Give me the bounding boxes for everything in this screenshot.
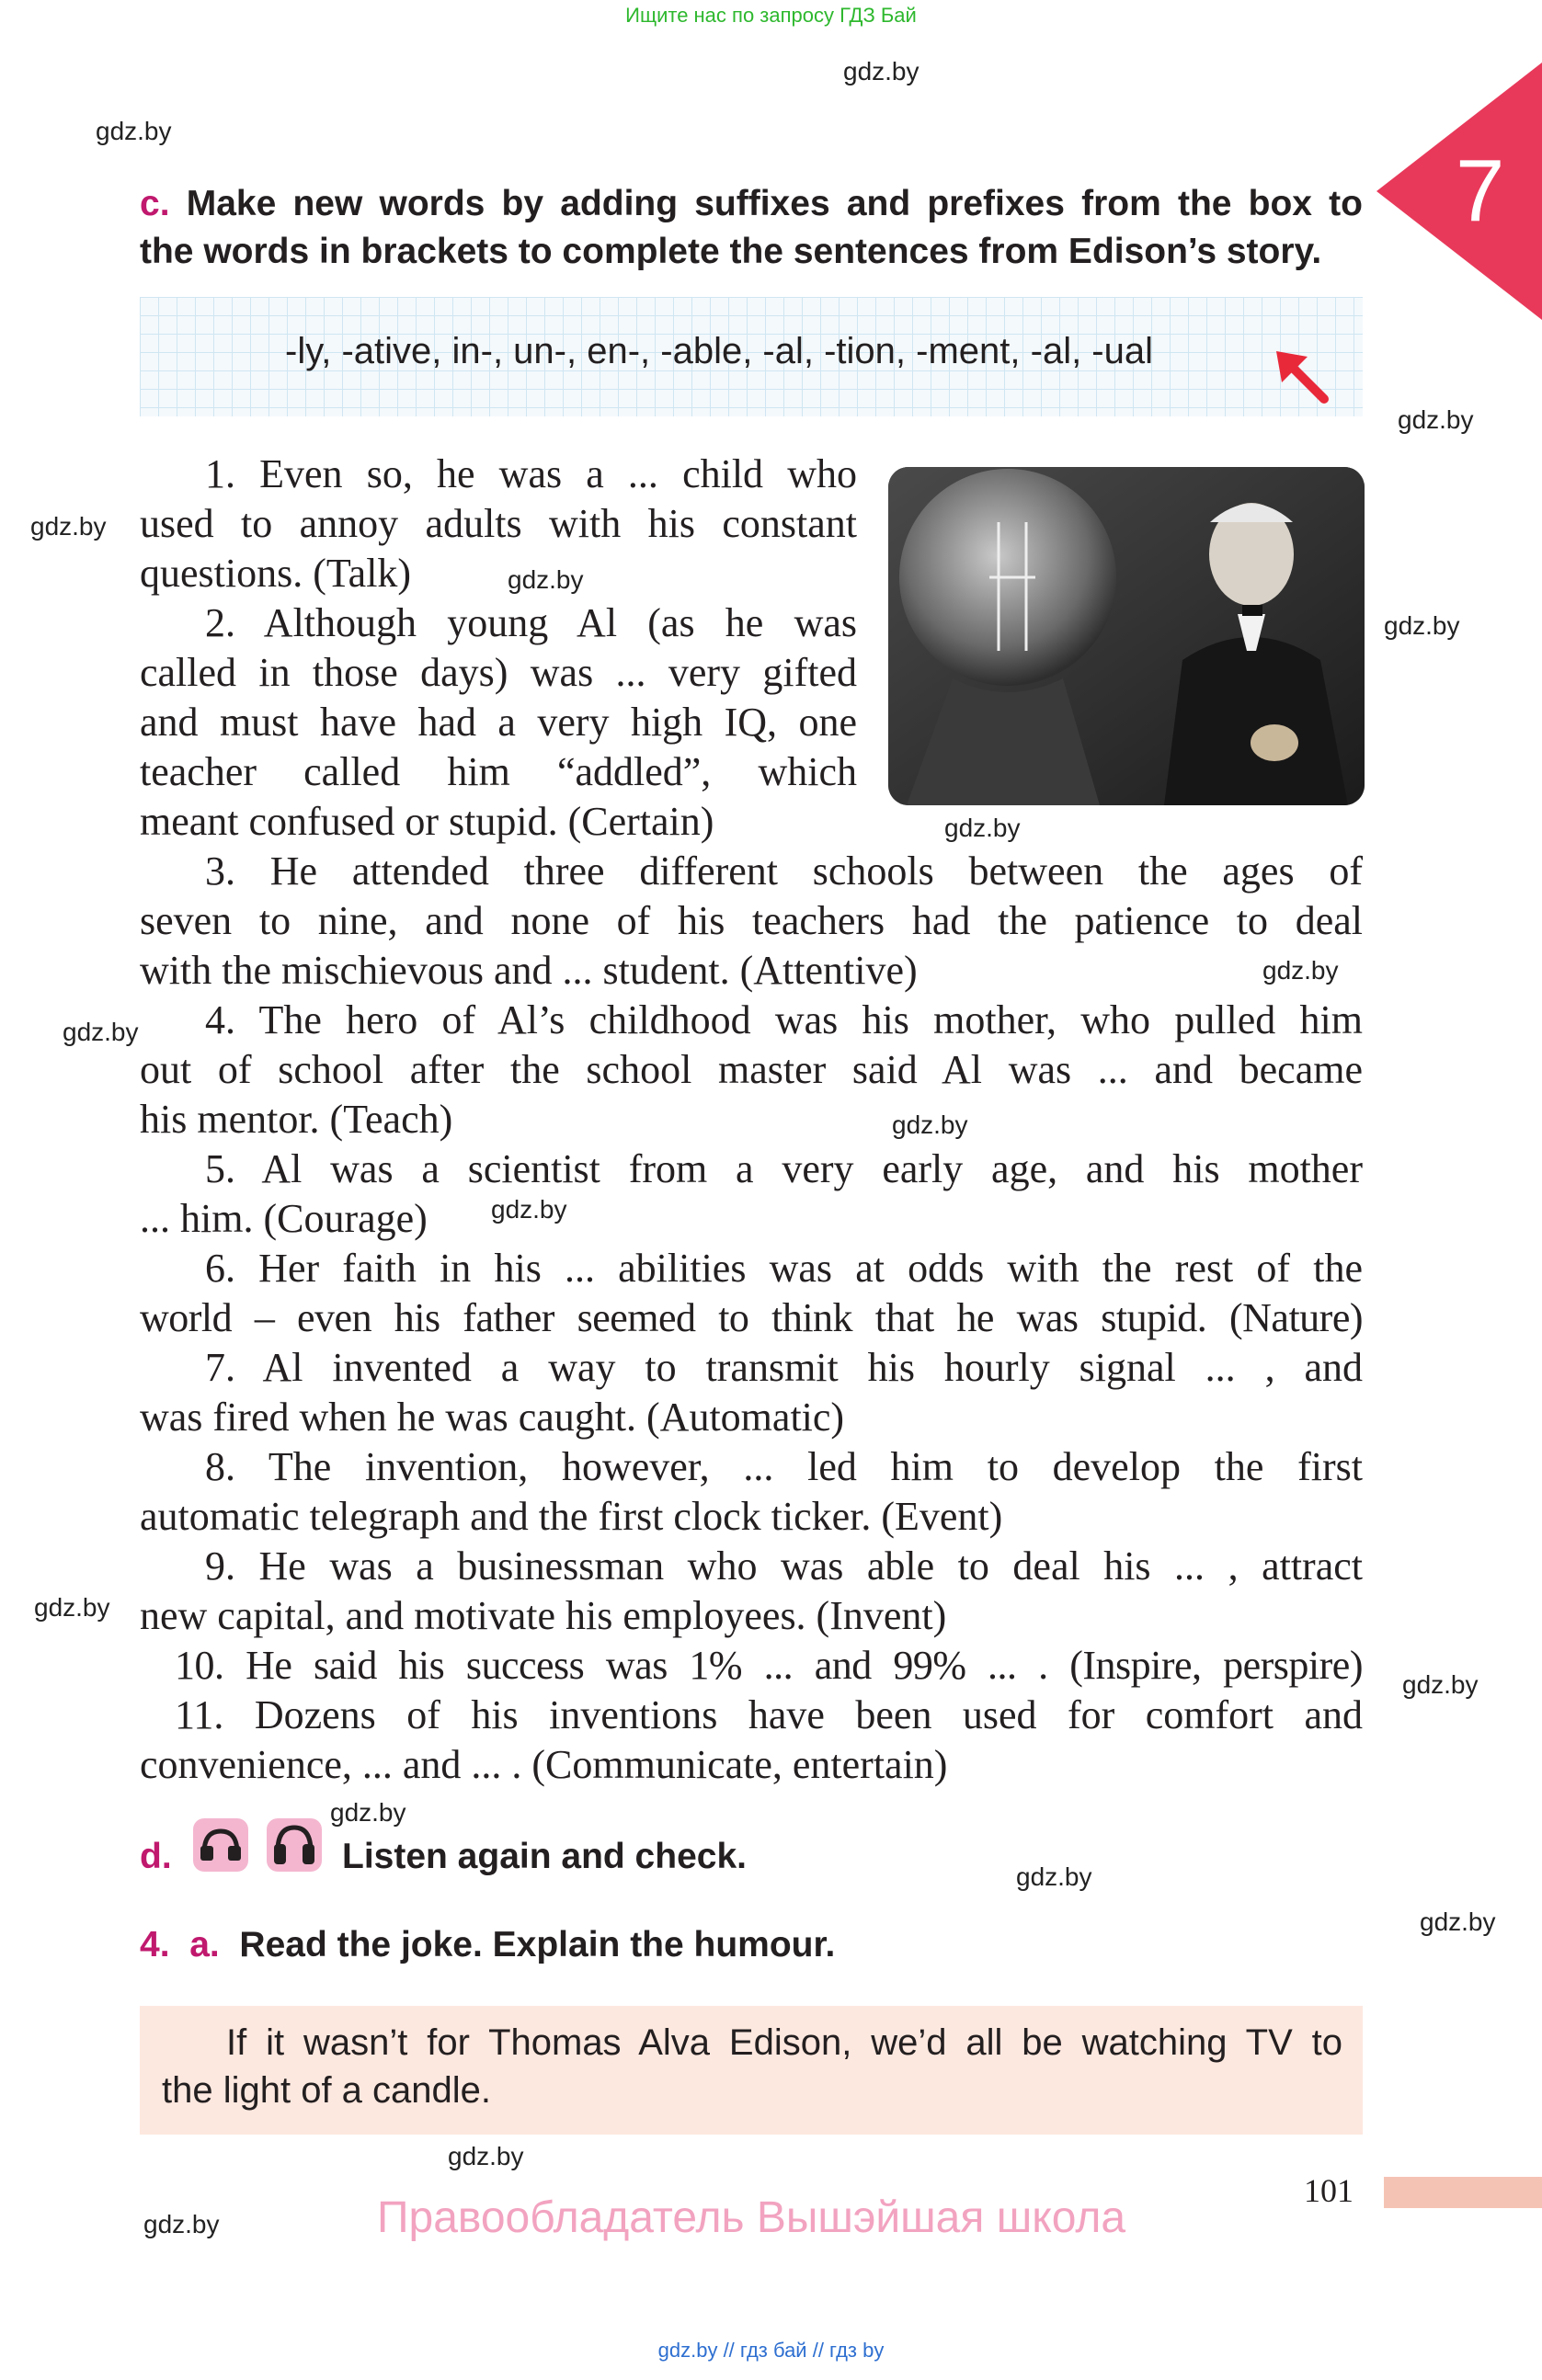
task-c-line1	[140, 180, 1363, 228]
sentence-line: 3. He attended three different schools between the ages of	[205, 848, 1363, 894]
watermark: gdz.by	[1262, 956, 1339, 985]
sentence-line: world – even his father seemed to think that he was stupid. (Nature)	[140, 1295, 1363, 1340]
sentence-line: convenience, ... and ... . (Communicate, entertain)	[140, 1742, 948, 1787]
watermark: gdz.by	[508, 565, 584, 594]
task-c-text: Make new words by adding suffixes and prefixes from the box to	[186, 184, 1363, 223]
task-4a-letter: a.	[189, 1925, 220, 1964]
watermark: gdz.by	[448, 2142, 524, 2170]
headphones-icon[interactable]	[267, 1818, 322, 1872]
watermark: gdz.by	[96, 117, 172, 145]
sentence-line: automatic telegraph and the first clock ticker. (Event)	[140, 1494, 1003, 1539]
sentence-line: 5. Al was a scientist from a very early age, and his mother	[205, 1146, 1363, 1191]
sentence-line: was fired when he was caught. (Automatic)	[140, 1395, 845, 1440]
joke-line2: the light of a candle.	[162, 2070, 492, 2111]
sentence-line: 7. Al invented a way to transmit his hourly signal ... , and	[205, 1345, 1363, 1390]
sentence-line: questions. (Talk)	[140, 551, 412, 596]
sentence-line: 11. Dozens of his inventions have been used for comfort and	[175, 1692, 1363, 1737]
chapter-tab-shape	[1376, 63, 1542, 320]
footer-note[interactable]: gdz.by // гдз бай // гдз by	[657, 2339, 885, 2362]
edison-photo	[888, 467, 1365, 805]
sentence-line: 2. Although young Al (as he was	[205, 600, 857, 645]
chapter-number: 7	[1456, 142, 1505, 240]
task-c-letter: c.	[140, 184, 170, 223]
sentence-line: 10. He said his success was 1% ... and 99% ... . (Inspire, perspire)	[175, 1643, 1363, 1688]
sentence-line: and must have had a very high IQ, one	[140, 700, 857, 745]
sentence-line: seven to nine, and none of his teachers had the patience to deal	[140, 898, 1363, 943]
sentence-line: called in those days) was ... very gifted	[140, 650, 857, 695]
page-number: 101	[1304, 2172, 1354, 2209]
watermark: gdz.by	[843, 57, 919, 85]
task-4-number: 4.	[140, 1925, 170, 1964]
sentence-line: 4. The hero of Al’s childhood was his mother, who pulled him	[205, 997, 1363, 1042]
watermark: gdz.by	[30, 512, 107, 541]
sentence-line: 1. Even so, he was a ... child who	[205, 451, 857, 496]
watermark: gdz.by	[143, 2210, 220, 2238]
watermark: gdz.by	[1384, 611, 1460, 640]
watermark: gdz.by	[63, 1018, 139, 1046]
page-bar	[1384, 2177, 1542, 2208]
cd-icon-glyph	[193, 1818, 248, 1872]
sentence-line: 9. He was a businessman who was able to deal his ... , attract	[205, 1543, 1363, 1589]
sentence-line: 6. Her faith in his ... abilities was at odds with the rest of the	[205, 1246, 1363, 1291]
task-c-line2: the words in brackets to complete the sentences from Edison’s story.	[140, 232, 1322, 271]
watermark: gdz.by	[944, 814, 1021, 842]
sentence-line: ... him. (Courage)	[140, 1196, 428, 1241]
chapter-tab	[1376, 63, 1542, 320]
cd-icon[interactable]	[193, 1818, 248, 1872]
sentence-line: 8. The invention, however, ... led him to develop the first	[205, 1444, 1363, 1489]
watermark: gdz.by	[892, 1110, 968, 1139]
task-4a-text: Read the joke. Explain the humour.	[239, 1925, 836, 1964]
watermark: gdz.by	[1420, 1907, 1496, 1936]
edison-image	[888, 467, 1365, 805]
headphones-icon-glyph	[267, 1818, 322, 1872]
affix-list: -ly, -ative, in-, un-, en-, -able, -al, -tion, -ment, -al, -ual	[285, 331, 1154, 371]
copyright-notice: Правообладатель Вышэйшая школа	[377, 2193, 1126, 2242]
joke-line1: If it wasn’t for Thomas Alva Edison, we’d all be watching TV to	[226, 2022, 1342, 2063]
sentence-line: used to annoy adults with his constant	[140, 501, 857, 546]
arrow-icon	[1274, 349, 1331, 406]
task-4a-heading	[140, 1921, 835, 1969]
watermark: gdz.by	[491, 1195, 567, 1224]
task-d-text: Listen again and check.	[342, 1837, 747, 1876]
sentence-line: teacher called him “addled”, which	[140, 749, 857, 794]
sentence-line: his mentor. (Teach)	[140, 1097, 453, 1142]
sentence-line: new capital, and motivate his employees. (Invent)	[140, 1593, 947, 1638]
sentence-line: meant confused or stupid. (Certain)	[140, 799, 714, 844]
watermark: gdz.by	[34, 1593, 110, 1622]
sentence-line: with the mischievous and ... student. (Attentive)	[140, 948, 918, 993]
watermark: gdz.by	[1402, 1670, 1479, 1699]
watermark: gdz.by	[1398, 405, 1474, 434]
sentence-line: out of school after the school master said Al was ... and became	[140, 1047, 1363, 1092]
header-note[interactable]: Ищите нас по запросу ГДЗ Бай	[625, 4, 917, 27]
watermark: gdz.by	[330, 1798, 406, 1827]
watermark: gdz.by	[1016, 1862, 1092, 1891]
task-d-letter: d.	[140, 1837, 172, 1876]
task-c-heading	[140, 180, 1363, 276]
